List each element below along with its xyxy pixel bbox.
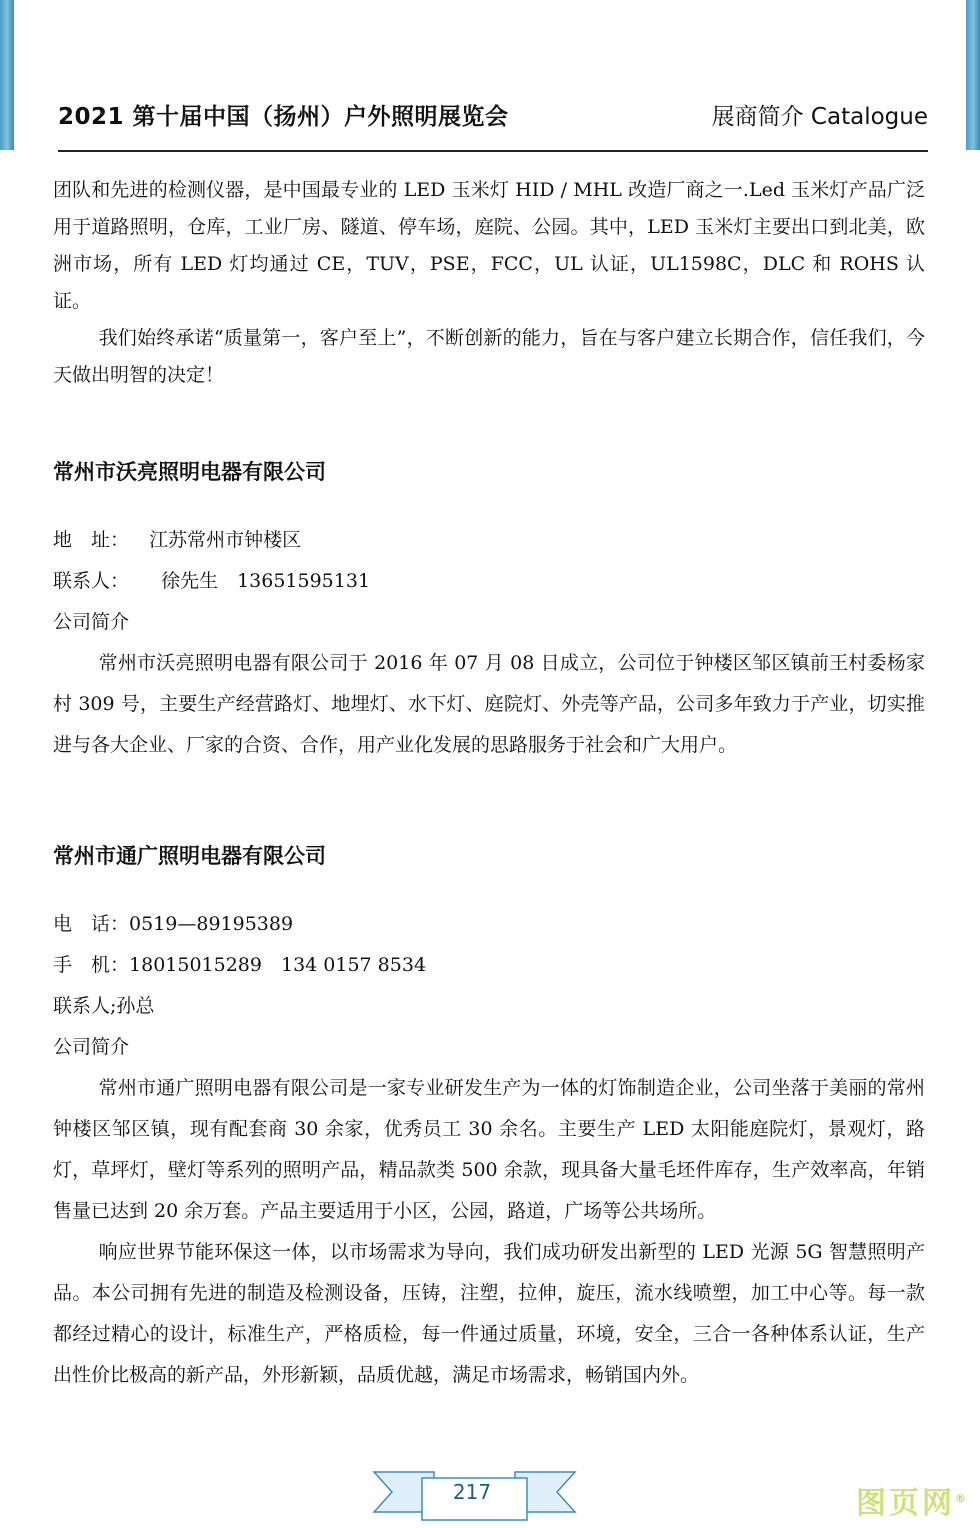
company1-contact-row: [53, 561, 925, 602]
right-edge-tab: [966, 0, 980, 150]
company2-tel: 0519—89195389: [129, 913, 294, 935]
intro-paragraph-1: 团队和先进的检测仪器，是中国最专业的 LED 玉米灯 HID / MHL 改造厂商之一.Led 玉米灯产品广泛用于道路照明，仓库，工业厂房、隧道、停车场，庭院、公园。其中，LED 玉米灯主要出口到北美，欧洲市场，所有 LED 灯均通过 CE，TUV，PSE，FCC，UL 认证，UL1598C，DLC 和 ROHS 认证。: [53, 179, 925, 312]
company1-address-row: [53, 520, 925, 561]
company2-profile-label: 公司简介: [53, 1036, 130, 1058]
company2-mobile-row: [53, 945, 925, 986]
company2-contact: 联系人;孙总: [53, 995, 155, 1017]
page-number-ribbon: [372, 1468, 577, 1524]
left-edge-tab: [0, 0, 14, 150]
header-title: 2021 第十届中国（扬州）户外照明展览会: [58, 104, 509, 130]
company1-profile-label: 公司简介: [53, 611, 130, 633]
registered-mark: ®: [955, 1492, 966, 1505]
company1-contact-label: 联系人：: [53, 570, 130, 592]
watermark-text: 图页网: [856, 1486, 955, 1521]
page-number: 217: [452, 1480, 492, 1504]
company2-profile-paragraph-1: 常州市通广照明电器有限公司是一家专业研发生产为一体的灯饰制造企业，公司坐落于美丽的常州钟楼区邹区镇，现有配套商 30 余家，优秀员工 30 余名。主要生产 LED 太阳能庭院灯，景观灯，路灯，草坪灯，壁灯等系列的照明产品，精品款类 500 余款，现具备大量毛坯件库存，生产效率高，年销售量已达到 20 余万套。产品主要适用于小区，公园，路道，广场等公共场所。: [53, 1077, 925, 1222]
page-header: [58, 96, 928, 152]
company2-profile-paragraph-2: 响应世界节能环保这一体，以市场需求为导向，我们成功研发出新型的 LED 光源 5G 智慧照明产品。本公司拥有先进的制造及检测设备，压铸，注塑，拉伸，旋压，流水线喷塑，加工中心等。每一款都经过精心的设计，标准生产，严格质检，每一件通过质量，环境，安全，三合一各种体系认证，生产出性价比极高的新产品，外形新颖，品质优越，满足市场需求，畅销国内外。: [53, 1241, 925, 1386]
company1-address: 江苏常州市钟楼区: [149, 529, 302, 551]
header-catalogue-label: 展商简介 Catalogue: [711, 104, 928, 130]
company2-mobile-label: 手 机：: [53, 954, 130, 976]
company1-address-label: 地 址：: [53, 529, 130, 551]
intro-paragraph-2: 我们始终承诺“质量第一，客户至上”，不断创新的能力，旨在与客户建立长期合作，信任我们，今天做出明智的决定！: [53, 327, 925, 386]
watermark-logo: [856, 1478, 966, 1522]
company2-tel-label: 电 话：: [53, 913, 130, 935]
company2-name: 常州市通广照明电器有限公司: [53, 844, 326, 868]
company1-profile: 常州市沃亮照明电器有限公司于 2016 年 07 月 08 日成立，公司位于钟楼区邹区镇前王村委杨家村 309 号，主要生产经营路灯、地埋灯、水下灯、庭院灯、外壳等产品，公司多年致力于产业，切实推进与各大企业、厂家的合资、合作，用产业化发展的思路服务于社会和广大用户。: [53, 652, 925, 756]
company2-tel-row: [53, 904, 925, 945]
company1-contact: 徐先生 13651595131: [161, 570, 371, 592]
company1-name: 常州市沃亮照明电器有限公司: [53, 460, 326, 484]
company2-mobile: 18015015289 134 0157 8534: [129, 954, 427, 976]
page-content: [53, 172, 925, 1396]
